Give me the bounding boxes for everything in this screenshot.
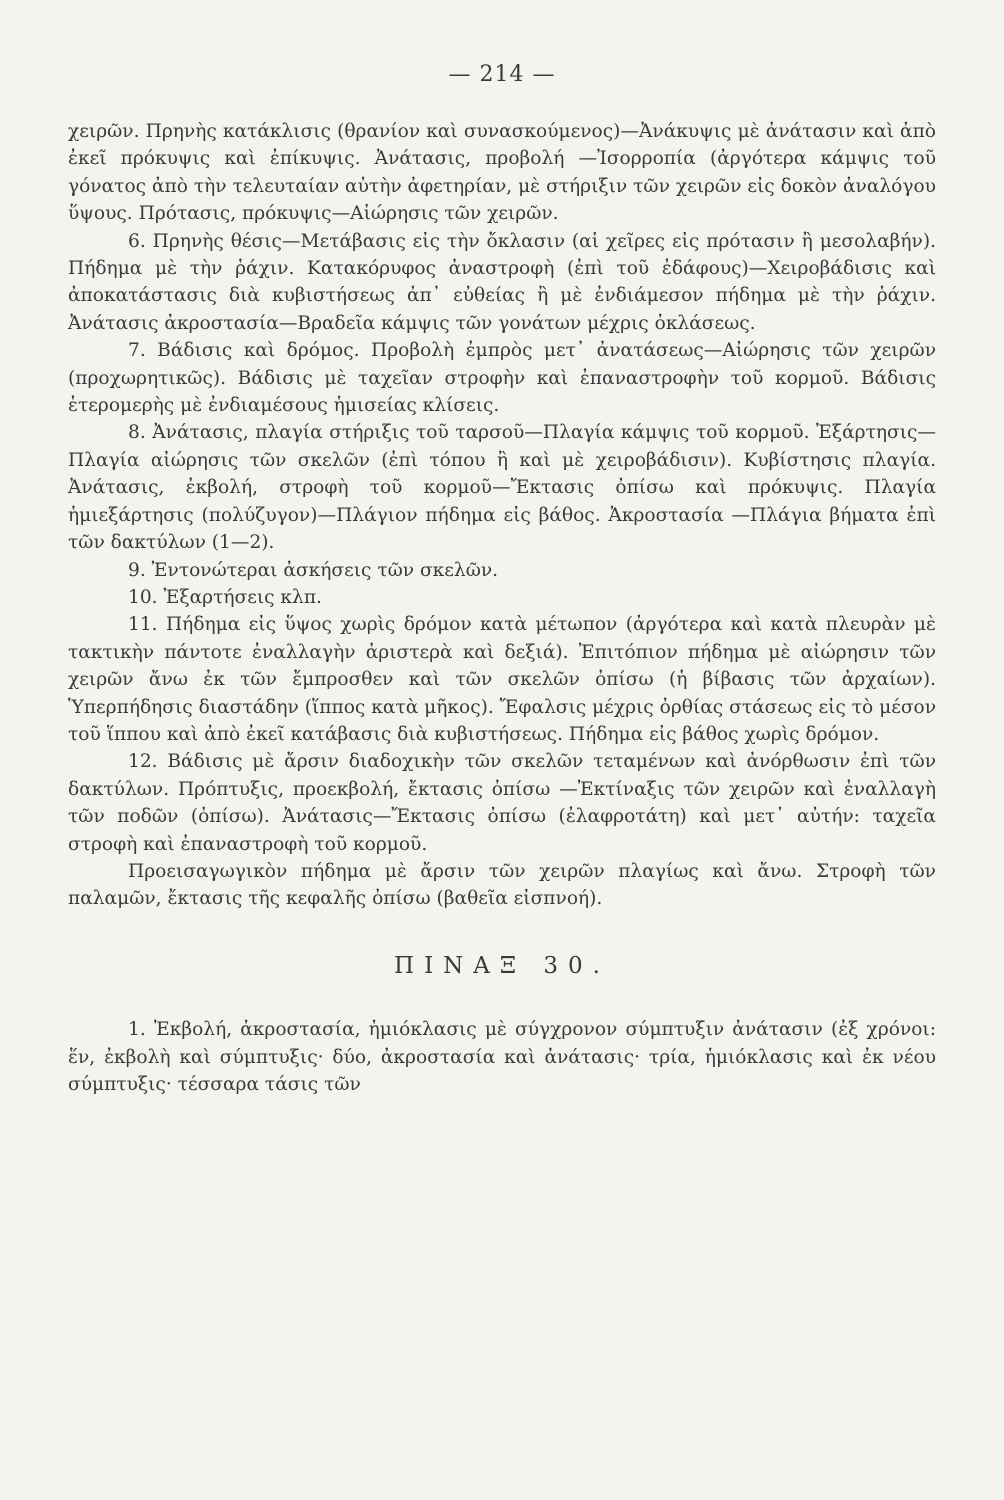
paragraph: 7. Βάδισις καὶ δρόμος. Προβολὴ ἐμπρὸς μετ᾽ ἀνατάσεως—Αἰώρησις τῶν χειρῶν (προχωρητικῶς). Βάδισις μὲ ταχεῖαν στροφὴν καὶ ἐπαναστροφὴν τοῦ κορμοῦ. Βάδισις ἑτερομερὴς μὲ ἐνδιαμέσους ἡμισείας κλίσεις. — [68, 340, 936, 417]
paragraph: 8. Ἀνάτασις, πλαγία στήριξις τοῦ ταρσοῦ—Πλαγία κάμψις τοῦ κορμοῦ. Ἐξάρτησις—Πλαγία αἰώρησις τῶν σκελῶν (ἐπὶ τόπου ἢ καὶ μὲ χειροβάδισιν). Κυβίστησις πλαγία. Ἀνάτασις, ἐκβολή, στροφὴ τοῦ κορμοῦ—Ἔκτασις ὀπίσω καὶ πρόκυψις. Πλαγία ἡμιεξάρτησις (πολύζυγον)—Πλάγιον πήδημα εἰς βάθος. Ἀκροστασία —Πλάγια βήματα ἐπὶ τῶν δακτύλων (1—2). — [68, 422, 936, 554]
paragraph: Προεισαγωγικὸν πήδημα μὲ ἄρσιν τῶν χειρῶν πλαγίως καὶ ἄνω. Στροφὴ τῶν παλαμῶν, ἔκτασις τῆς κεφαλῆς ὀπίσω (βαθεῖα εἰσπνοή). — [68, 860, 936, 910]
paragraph: 10. Ἐξαρτήσεις κλπ. — [128, 586, 322, 608]
page-number: — 214 — — [448, 62, 556, 87]
section-title: ΠΙΝΑΞ 30. — [394, 952, 610, 979]
page-body — [68, 118, 936, 1098]
paragraph: 12. Βάδισις μὲ ἄρσιν διαδοχικὴν τῶν σκελῶν τεταμένων καὶ ἀνόρθωσιν ἐπὶ τῶν δακτύλων. Πρόπτυξις, προεκβολή, ἔκτασις ὀπίσω —Ἐκτίναξις τῶν χειρῶν καὶ ἐναλλαγὴ τῶν ποδῶν (ὀπίσω). Ἀνάτασις—Ἔκτασις ὀπίσω (ἐλαφροτάτη) καὶ μετ᾽ αὐτήν: ταχεῖα στροφὴ καὶ ἐπαναστροφὴ τοῦ κορμοῦ. — [68, 751, 936, 855]
paragraph: 1. Ἐκβολή, ἀκροστασία, ἡμιόκλασις μὲ σύγχρονον σύμπτυξιν ἀνάτασιν (ἐξ χρόνοι: ἕν, ἐκβολὴ καὶ σύμπτυξις· δύο, ἀκροστασία καὶ ἀνάτασις· τρία, ἡμιόκλασις καὶ ἐκ νέου σύμπτυξις· τέσσαρα τάσις τῶν — [68, 1019, 936, 1095]
paragraph: χειρῶν. Πρηνὴς κατάκλισις (θρανίον καὶ συνασκούμενος)—Ἀνάκυψις μὲ ἀνάτασιν καὶ ἀπὸ ἐκεῖ πρόκυψις καὶ ἐπίκυψις. Ἀνάτασις, προβολή —Ἰσορροπία (ἀργότερα κάμψις τοῦ γόνατος ἀπὸ τὴν τελευταίαν αὐτὴν ἀφετηρίαν, μὲ στήριξιν τῶν χειρῶν εἰς δοκὸν ἀναλόγου ὕψους. Πρότασις, πρόκυψις—Αἰώρησις τῶν χειρῶν. — [68, 121, 936, 225]
paragraph: 9. Ἐντονώτεραι ἀσκήσεις τῶν σκελῶν. — [128, 559, 499, 581]
paragraph: 11. Πήδημα εἰς ὕψος χωρὶς δρόμον κατὰ μέτωπον (ἀργότερα καὶ κατὰ πλευρὰν μὲ τακτικὴν πάντοτε ἐναλλαγὴν ἀριστερὰ καὶ δεξιά). Ἐπιτόπιον πήδημα μὲ αἰώρησιν τῶν χειρῶν ἄνω ἐκ τῶν ἔμπροσθεν καὶ τῶν σκελῶν ὀπίσω (ἡ βίβασις τῶν ἀρχαίων). Ὑπερπήδησις διαστάδην (ἵππος κατὰ μῆκος). Ἔφαλσις μέχρις ὀρθίας στάσεως εἰς τὸ μέσον τοῦ ἵππου καὶ ἀπὸ ἐκεῖ κατάβασις διὰ κυβιστήσεως. Πήδημα εἰς βάθος χωρὶς δρόμον. — [68, 614, 937, 745]
paragraph: 6. Πρηνὴς θέσις—Μετάβασις εἰς τὴν ὄκλασιν (αἱ χεῖρες εἰς πρότασιν ἢ μεσολαβήν). Πήδημα μὲ τὴν ῥάχιν. Κατακόρυφος ἀναστροφὴ (ἐπὶ τοῦ ἐδάφους)—Χειροβάδισις καὶ ἀποκατάστασις διὰ κυβιστήσεως ἀπ᾽ εὐθείας ἢ μὲ ἐνδιάμεσον πήδημα μὲ τὴν ῥάχιν. Ἀνάτασις ἀκροστασία—Βραδεῖα κάμψις τῶν γονάτων μέχρις ὀκλάσεως. — [68, 230, 936, 334]
